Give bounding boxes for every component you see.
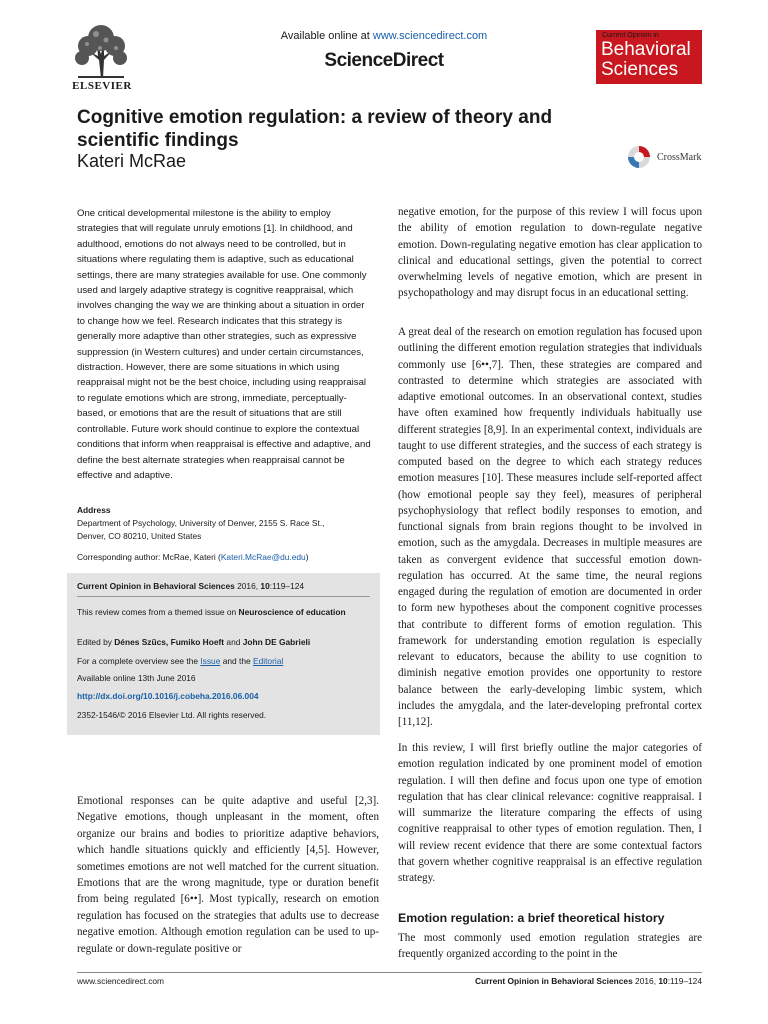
body-paragraph-4: The most commonly used emotion regulation strategies are frequently organized according to the point in the [398,932,702,961]
info-cite-volume: 10 [260,581,270,591]
info-theme-name: Neuroscience of education [238,607,346,617]
publisher-name: ELSEVIER [72,80,132,92]
doi-link[interactable]: http://dx.doi.org/10.1016/j.cobeha.2016.06.004 [77,691,259,701]
info-cite-pages: :119–124 [269,581,305,591]
info-divider [77,596,370,597]
info-editors-names: Dénes Szũcs, Fumiko Hoeft [114,637,225,647]
info-editors [77,636,367,648]
article-header [0,0,768,100]
info-available: Available online 13th June 2016 [77,673,196,683]
section-heading: Emotion regulation: a brief theoretical history [398,911,665,925]
info-overview-and: and the [220,656,253,666]
body-paragraph-3: In this review, I will first briefly outline the major categories of emotion regulation indicated by one prominent model of emotion regulation. I will then define and focus upon one type of emotion regulation that has clear clinical relevance: cognitive reappraisal. I will summarize the literature comparing the effects of using cognitive reappraisal to other types of emotion regulation. Then, I will review recent evidence that there are some contextual factors that govern whether cognitive reappraisal is an effective regulation strategy. [398,742,702,884]
info-theme [77,606,367,618]
info-overview-prefix: For a complete overview see the [77,656,201,666]
info-editor-last: John DE Gabrieli [242,637,311,647]
info-overview [77,655,367,667]
footer-cite-pages: :119–124 [667,976,702,986]
footer-cite-volume: 10 [658,976,668,986]
info-editors-and: and [224,637,243,647]
issue-link[interactable]: Issue [200,656,221,666]
intro-paragraph: Emotional responses can be quite adaptive and useful [2,3]. Negative emotions, though unpleasant in the moment, often organize our brains and bodies to prioritize adaptive behaviors, which handle situations quickly and efficiently [4,5]. However, sometimes emotions are not well matched for the current situation. Emotions that are the wrong magnitude, type or duration benefit from being regulated [6••]. Most typically, research on emotion regulation has focused on the strategies that adults use to decrease negative emotion. Although emotion regulation can be used to up-regulate or down-regulate positive or [77,795,379,955]
corresp-prefix: Corresponding author: McRae, Kateri ( [77,552,221,562]
info-journal-name: Current Opinion in Behavioral Sciences [77,581,235,591]
journal-cover-line2: Sciences [601,59,679,80]
corresponding-author [77,552,373,562]
info-cite-year: 2016, [234,581,261,591]
crossmark-label[interactable]: CrossMark [657,152,702,163]
info-edited-prefix: Edited by [77,637,115,647]
sciencedirect-brand: ScienceDirect [324,50,444,71]
corresp-email-link[interactable]: Kateri.McRae@du.edu [220,552,306,562]
article-info-box [67,573,380,735]
info-theme-prefix: This review comes from a themed issue on [77,607,239,617]
footer-divider [77,972,702,973]
footer-citation [475,976,702,986]
author-address [77,504,373,543]
corresp-suffix: ) [305,552,309,562]
footer-website[interactable]: www.sciencedirect.com [77,976,165,986]
address-line1: Department of Psychology, University of Denver, 2155 S. Race St., [77,518,325,528]
editorial-link[interactable]: Editorial [253,656,284,666]
abstract-text: One critical developmental milestone is the ability to employ strategies that will regulate unruly emotions [1]. In childhood, and adulthood, emotions do not always need to be controlled, but in situations where regulating them is adaptive, such as educational settings, there are many strategies available for use. One commonly used and largely adaptive strategy is cognitive reappraisal, which involves changing the way we are thinking about a situation in order to change how we feel. Research indicates that this strategy is generally more adaptive than other strategies, such as expressive suppression (in Western cultures) and under certain circumstances, distraction. However, there are some situations in which using reappraisal might not be the best choice, including using reappraisal to regulate emotions which are strong, immediate, perceptually-based, or emotions that are the result of situations that are still controllable. Future work should continue to explore the contextual conditions that inform when reappraisal is effective and adaptive, and define the best alternate strategies when reappraisal cannot be effective and adaptive. [77,208,371,481]
address-line2: Denver, CO 80210, United States [77,531,202,541]
footer-cite-year: 2016, [632,976,659,986]
article-title: Cognitive emotion regulation: a review of theory and scientific findings [77,107,553,151]
available-prefix: Available online at [280,30,373,42]
info-copyright: 2352-1546/© 2016 Elsevier Ltd. All rights reserved. [77,710,267,720]
journal-cover-thumbnail [596,30,702,84]
journal-cover-small: Current Opinion in [602,32,659,39]
info-journal-citation [77,580,367,592]
journal-cover-line1: Behavioral [601,39,691,60]
article-author: Kateri McRae [77,151,187,171]
sciencedirect-link[interactable]: www.sciencedirect.com [372,30,488,42]
address-heading: Address [77,505,111,515]
body-paragraph-1: negative emotion, for the purpose of this review I will focus upon the ability of emotion regulation to down-regulate negative emotion. Down-regulating negative emotion has clear application to clinical and educational settings, given the potential to correct overwhelming levels of negative emotion, which are present in psychopathology and may disrupt focus in an educational setting. [398,206,702,300]
footer-journal: Current Opinion in Behavioral Sciences [474,976,633,986]
body-paragraph-2: A great deal of the research on emotion regulation has focused upon outlining the different emotion regulation strategies that individuals commonly use [6••,7]. Then, these strategies are compared and contrasted to determine which strategies are associated with adaptive emotional outcomes. In an observational context, studies have often examined how frequently individuals habitually use different strategies [8,9]. In an experimental context, individuals are taught to use different strategies, and the success of each strategy is computed based on the degree to which each strategy reduces emotion measures [10]. These measures include self-reported affect (how emotional people say they feel), measures of peripheral psychophysiology that reflect bodily responses to emotion, and functional signals from brain regions thought to be involved in emotion, such as the amygdala. Decreases in multiple measures are taken as convergent evidence that successful emotion down-regulation has occurred. At the same time, the neural regions engaged during the regulation of emotion are documented in order to form new hypotheses about the component cognitive processes that contribute to different forms of emotion regulation. This framework for understanding emotion regulation is especially relevant to educators, because the ability to use cognition to diminish negative emotion provides one opportunity to restore balance between the early-developing limbic system, which includes the amygdala, and the later-developing prefrontal cortex [11,12]. [398,326,702,728]
